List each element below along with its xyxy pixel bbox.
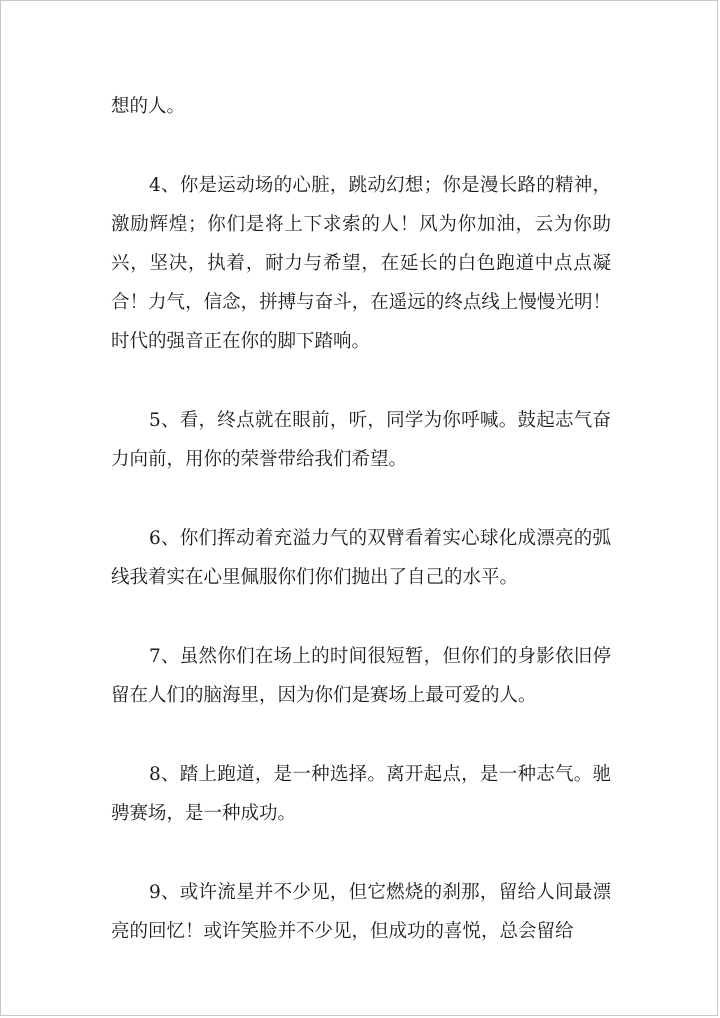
paragraph-6: 6、你们挥动着充溢力气的双臂看着实心球化成漂亮的弧线我着实在心里佩服你们你们抛出了自己的水平。 <box>111 528 611 588</box>
paragraph-5: 5、看，终点就在眼前，听，同学为你呼喊。鼓起志气奋力向前，用你的荣誉带给我们希望。 <box>111 410 611 470</box>
paragraph-9: 9、或许流星并不少见，但它燃烧的刹那，留给人间最漂亮的回忆！或许笑脸并不少见，但成功的喜悦，总会留给 <box>111 882 611 942</box>
paragraph-4: 4、你是运动场的心脏，跳动幻想；你是漫长路的精神，激励辉煌；你们是将上下求索的人！风为你加油，云为你助兴，坚决，执着，耐力与希望，在延长的白色跑道中点点凝合！力气，信念，拼搏与奋斗，在遥远的终点线上慢慢光明！时代的强音正在你的脚下踏响。 <box>111 175 611 352</box>
paragraph-8: 8、踏上跑道，是一种选择。离开起点，是一种志气。驰骋赛场，是一种成功。 <box>111 764 611 824</box>
paragraph-continuation: 想的人。 <box>111 96 186 117</box>
paragraph-7: 7、虽然你们在场上的时间很短暂，但你们的身影依旧停留在人们的脑海里，因为你们是赛场上最可爱的人。 <box>111 646 611 706</box>
document-body <box>111 87 611 991</box>
